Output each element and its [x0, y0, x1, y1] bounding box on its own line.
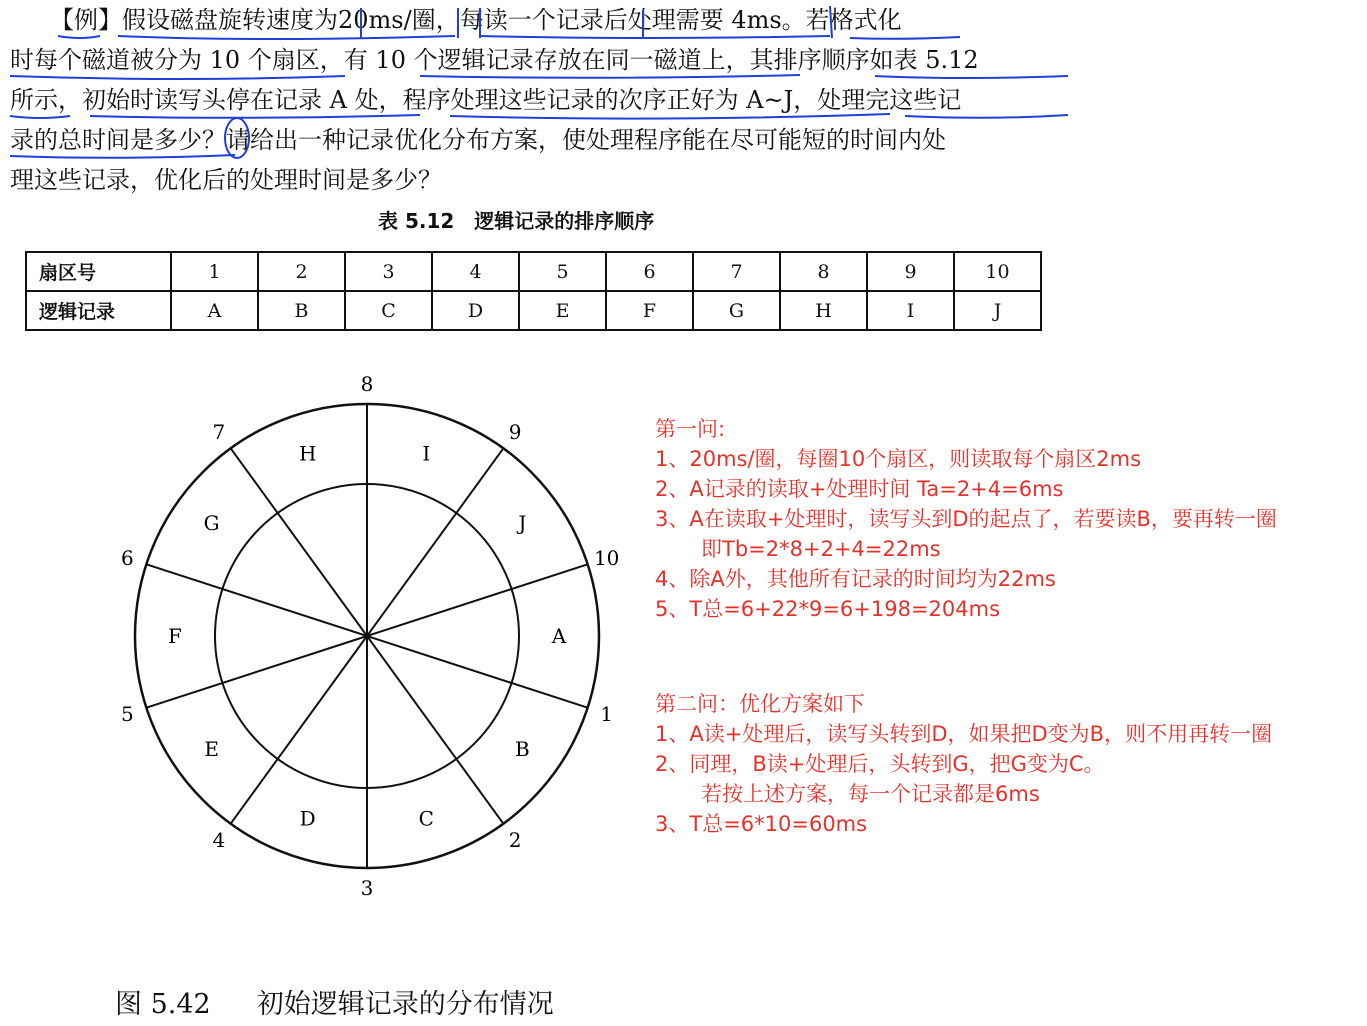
- problem-line-2: 时每个磁道被分为 10 个扇区，有 10 个逻辑记录存放在同一磁道上，其排序顺序如表 5.12: [10, 46, 979, 74]
- table-cell: 1: [171, 252, 258, 291]
- table-cell: J: [954, 291, 1041, 330]
- sector-divider: [231, 636, 367, 824]
- table-cell: 4: [432, 252, 519, 291]
- table-cell: A: [171, 291, 258, 330]
- sector-divider: [231, 448, 367, 636]
- table-cell: 7: [693, 252, 780, 291]
- table-row-records: [26, 291, 1041, 330]
- sector-number-label: 8: [360, 372, 374, 396]
- table-cell: 6: [606, 252, 693, 291]
- table-header-record: 逻辑记录: [26, 291, 171, 330]
- sector-record-label: J: [518, 511, 527, 536]
- problem-line-1: 【例】假设磁盘旋转速度为20ms/圈，每读一个记录后处理需要 4ms。若格式化: [50, 6, 902, 34]
- table-cell: C: [345, 291, 432, 330]
- sector-number-label: 3: [360, 876, 374, 900]
- notes-q2-line: 若按上述方案，每一个记录都是6ms: [701, 782, 1040, 806]
- figure-caption: [115, 982, 554, 1021]
- sector-record-label: E: [204, 736, 219, 761]
- sector-record-label: G: [203, 511, 220, 536]
- handwritten-annotations: [0, 0, 1367, 200]
- sector-record-label: H: [298, 441, 317, 466]
- sector-divider: [367, 636, 503, 824]
- table-caption: 表 5.12 逻辑记录的排序顺序: [378, 209, 655, 233]
- table-cell: H: [780, 291, 867, 330]
- notes-question-2: [655, 689, 1272, 839]
- sector-number-label: 5: [120, 701, 134, 726]
- notes-q2-line: 1、A读+处理后，读写头转到D，如果把D变为B，则不用再转一圈: [655, 722, 1273, 746]
- sector-record-label: B: [514, 736, 530, 761]
- notes-q1-line: 4、除A外，其他所有记录的时间均为22ms: [655, 567, 1056, 591]
- sector-table: [25, 251, 1042, 331]
- sector-number-label: 2: [508, 827, 522, 852]
- notes-q2-line: 3、T总=6*10=60ms: [655, 812, 868, 836]
- figure-number: 图 5.42: [115, 989, 211, 1020]
- notes-question-1: [655, 414, 1277, 624]
- problem-line-4: 录的总时间是多少？请给出一种记录优化分布方案，使处理程序能在尽可能短的时间内处: [10, 126, 946, 154]
- notes-q1-title: 第一问:: [655, 417, 726, 441]
- sector-number-label: 9: [508, 420, 522, 445]
- sector-record-label: D: [299, 806, 316, 831]
- table-cell: 10: [954, 252, 1041, 291]
- notes-q2-title: 第二问：优化方案如下: [655, 692, 865, 716]
- disk-sector-diagram: [90, 370, 650, 910]
- notes-q1-line: 1、20ms/圈，每圈10个扇区，则读取每个扇区2ms: [655, 447, 1142, 471]
- notes-q2-line: 2、同理，B读+处理后，头转到G，把G变为C。: [655, 752, 1105, 776]
- table-header-sector: 扇区号: [26, 252, 171, 291]
- sector-number-label: 7: [212, 420, 226, 445]
- table-cell: 2: [258, 252, 345, 291]
- table-cell: 3: [345, 252, 432, 291]
- sector-number-label: 1: [600, 701, 614, 726]
- table-cell: E: [519, 291, 606, 330]
- notes-q1-line: 即Tb=2*8+2+4=22ms: [701, 537, 941, 561]
- table-cell: G: [693, 291, 780, 330]
- corner-smudge: [1290, 34, 1358, 72]
- sector-number-label: 6: [120, 546, 134, 571]
- table-cell: D: [432, 291, 519, 330]
- table-cell: 8: [780, 252, 867, 291]
- sector-divider: [367, 448, 503, 636]
- problem-line-3: 所示，初始时读写头停在记录 A 处，程序处理这些记录的次序正好为 A~J，处理完这些记: [10, 86, 962, 114]
- sector-record-label: F: [168, 624, 182, 648]
- table-row-sectors: [26, 252, 1041, 291]
- sector-number-label: 10: [593, 546, 620, 571]
- figure-title: 初始逻辑记录的分布情况: [256, 989, 554, 1020]
- notes-q1-line: 5、T总=6+22*9=6+198=204ms: [655, 597, 1001, 621]
- sector-record-label: A: [551, 624, 567, 648]
- notes-q1-line: 2、A记录的读取+处理时间 Ta=2+4=6ms: [655, 477, 1064, 501]
- sector-number-label: 4: [212, 827, 226, 852]
- sector-record-label: I: [422, 441, 431, 466]
- notes-q1-line: 3、A在读取+处理时，读写头到D的起点了，若要读B，要再转一圈: [655, 507, 1277, 531]
- table-cell: I: [867, 291, 954, 330]
- sector-record-label: C: [418, 806, 434, 831]
- table-cell: B: [258, 291, 345, 330]
- table-cell: F: [606, 291, 693, 330]
- problem-line-5: 理这些记录，优化后的处理时间是多少？: [10, 166, 442, 194]
- table-cell: 5: [519, 252, 606, 291]
- table-cell: 9: [867, 252, 954, 291]
